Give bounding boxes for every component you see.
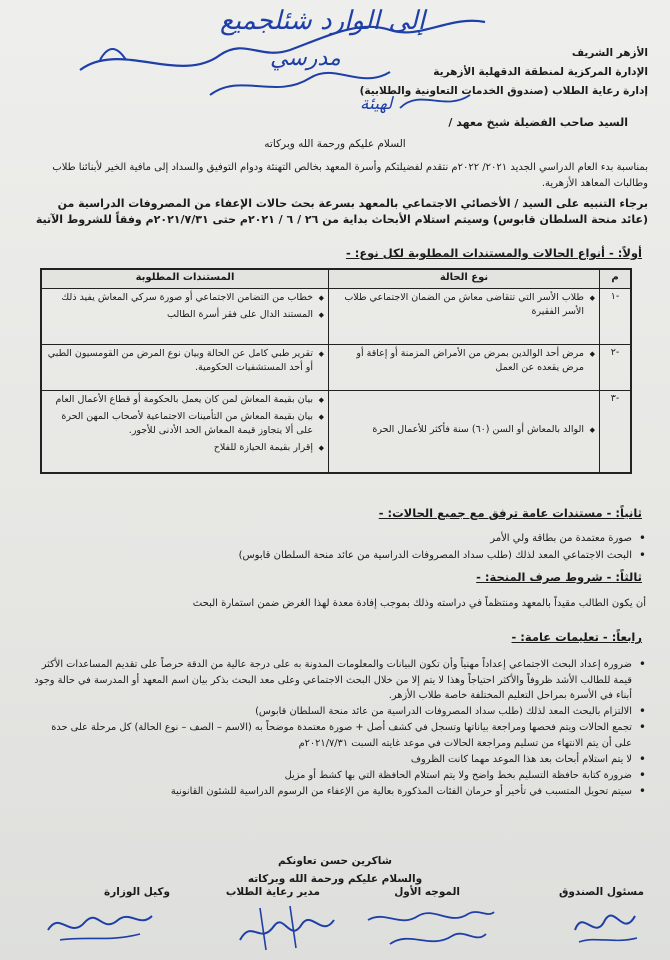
list-item: • تجمع الحالات ويتم فحصها ومراجعة بياناتها وتسجل في كشف أصل + صورة معتمدة موضحاً به (الاسم – الصف – نوع الحالة) كل مرحلة على حدة على أن يتم الانتهاء من تسليم ومراجعة الحالات في موعد غايته السبت ٢٠٢١/٧/٣١م [34,720,646,751]
doc-item: ◆ تقرير طبي كامل عن الحالة وبيان نوع المرض من القومسيون الطبي أو أحد المستشفيات الحكومية. [46,347,324,375]
notice-paragraph: برجاء التنبيه على السيد / الأخصائي الاجتماعي بالمعهد بسرعة بحث حالات الإعفاء من المصروفات الدراسية من (عائد منحة السلطان قابوس) وسيتم استلام الأبحاث بداية من ٢٦ / ٦ / ٢٠٢١م حتى ٢٠٢١/٧/٣١م وفقاً للشروط الآتية [35,197,648,226]
signature-ministry-undersecretary: وكيل الوزارة [104,886,170,898]
table-row [41,391,631,474]
doc-item: ◆ بيان بقيمة المعاش من التأمينات الاجتماعية لأصحاب المهن الحرة على ألا يتجاوز قيمة المعاش الحد الأدنى للأجور. [46,410,324,438]
header-line-2: الإدارة المركزية لمنطقة الدقهلية الأزهرية [433,66,648,78]
row-case [329,289,600,345]
row-case [329,391,600,474]
doc-item: ◆ إقرار بقيمة الحيازة للفلاح [46,441,324,455]
signature-scribble-supervisor [360,900,500,955]
handwritten-note-line1: إلى الوارد شئلجميع [220,6,426,36]
table-row [41,345,631,391]
list-item: • الالتزام بالبحث المعد لذلك (طلب سداد المصروفات الدراسية من عائد منحة السلطان قابوس) [34,704,646,720]
row-num: -١ [600,289,632,345]
case-text: ◆ مرض أحد الوالدين بمرض من الأمراض المزمنة أو إعاقة أو مرض يقعده عن العمل [333,347,595,375]
signature-scribble-director [230,900,340,955]
header-line-3: إدارة رعاية الطلاب (صندوق الخدمات التعاونية والطلابية) [359,85,648,97]
intro-paragraph: بمناسبة بدء العام الدراسي الجديد ٢٠٢١/ ٢٠٢٢م نتقدم لفضيلتكم وأسرة المعهد بخالص التهنئة ودوام التوفيق والسداد إلى مافية الخير لأبنائنا طلاب وطالبات المعاهد الأزهرية. [52,162,648,189]
header-line-1: الأزهر الشريف [571,47,648,59]
handwritten-note-line3: لهيئة [360,94,393,114]
section2-title: ثانياً: - مستندات عامة ترفق مع جميع الحالات: - [378,506,642,520]
list-item: • صورة معتمدة من بطاقة ولي الأمر [30,530,646,547]
section3-title: ثالثاً: - شروط صرف المنحة: - [476,570,642,584]
doc-item: ◆ خطاب من التضامن الاجتماعي أو صورة سركي المعاش يفيد ذلك [46,291,324,305]
col-case-header: نوع الحالة [329,269,600,289]
row-num: -٢ [600,345,632,391]
row-docs [41,391,329,474]
section3-text: أن يكون الطالب مقيداً بالمعهد ومنتظماً في دراسته وذلك بموجب إفادة معدة لهذا الغرض ضمن استمارة البحث [192,598,646,609]
closing [0,852,670,888]
section1-title: أولاً: - أنواع الحالات والمستندات المطلوبة لكل نوع: - [345,246,642,260]
addressee: السيد صاحب الفضيلة شيخ معهد / [448,116,628,129]
list-item: • سيتم تحويل المتسبب في تأخير أو حرمان الفئات المذكورة بعالية من الإعفاء من الرسوم الدراسية للشئون القانونية [34,784,646,800]
signature-scribble-undersecretary [40,900,160,950]
list-item: • لا يتم استلام أبحاث بعد هذا الموعد مهما كانت الظروف [34,752,646,768]
list-item: • البحث الاجتماعي المعد لذلك (طلب سداد المصروفات الدراسية من عائد منحة السلطان قابوس) [30,547,646,564]
closing-thanks: شاكرين حسن تعاونكم [278,855,392,867]
list-item: • ضرورة إعداد البحث الاجتماعي إعداداً مهنياً وأن تكون البيانات والمعلومات المدونة به على درجة عالية من الدقة حرصاً على تقديم المساعدات الأكثر قيمة للطالب الأشد ظروفاً والأكثر احتياجاً وهذا لا يتم إلا من خلال البحث الاجتماعي وعلى معد البحث بذكر بيان اسم المعهد أو المدرسة في حالة وجود أبناء في الأسرة بمراحل التعليم المختلفة خاصة طلاب الأزهر. [34,657,646,704]
signature-fund-official: مسئول الصندوق [559,886,644,898]
case-text: ◆ الوالد بالمعاش أو السن (٦٠) سنة فأكثر للأعمال الحرة [333,423,595,437]
signature-student-care-director: مدير رعاية الطلاب [225,886,320,898]
row-case [329,345,600,391]
signature-scribble-fund-official [565,900,645,950]
doc-item: ◆ المستند الدال على فقر أسرة الطالب [46,308,324,322]
signature-first-supervisor: الموجه الأول [394,886,460,898]
closing-regards: والسلام عليكم ورحمة الله وبركاته [247,873,423,885]
doc-item: ◆ بيان بقيمة المعاش لمن كان يعمل بالحكومة أو قطاع الأعمال العام [46,393,324,407]
col-num-header: م [600,269,632,289]
row-docs [41,345,329,391]
section2-list [30,530,646,564]
section4-title: رابعاً: - تعليمات عامة: - [511,630,642,644]
letterhead [359,44,648,101]
row-num: -٣ [600,391,632,474]
handwritten-note-line2: مدرسي [270,46,341,71]
case-text: ◆ طلاب الأسر التي تتقاضى معاش من الضمان الاجتماعي طلاب الأسر الفقيرة [333,291,595,319]
col-docs-header: المستندات المطلوبة [41,269,329,289]
table-header-row [41,269,631,289]
row-docs [41,289,329,345]
greeting: السلام عليكم ورحمة الله وبركاته [264,138,406,150]
table-row [41,289,631,345]
list-item: • ضرورة كتابة حافظة التسليم بخط واضح ولا يتم استلام الحافظة التي بها كشط أو مزيل [34,768,646,784]
cases-table [40,268,632,474]
section4-list [34,657,646,800]
